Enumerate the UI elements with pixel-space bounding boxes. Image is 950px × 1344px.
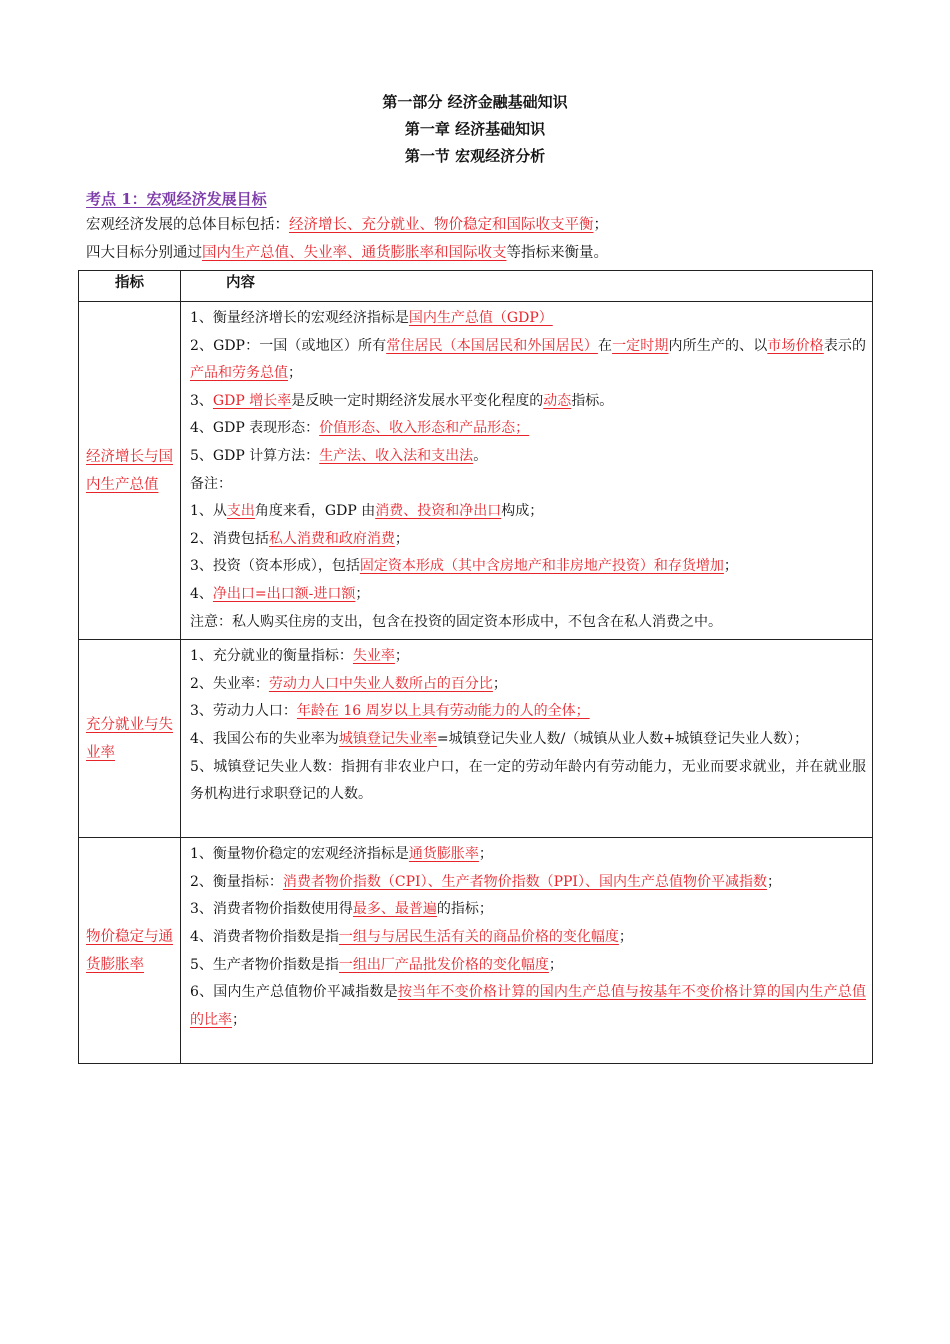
line-text: ；	[548, 956, 563, 973]
line-text: =城镇登记失业人数/（城镇从业人数+城镇登记失业人数）；	[436, 730, 809, 747]
key-term: 消费、投资和净出口	[375, 503, 502, 520]
line-text: 注意：私人购买住房的支出，包含在投资的固定资本形成中，不包含在私人消费之中。	[190, 613, 722, 630]
intro-1-highlight: 经济增长、充分就业、物价稳定和国际收支平衡	[289, 217, 594, 233]
content-line	[190, 841, 866, 869]
key-term: 一组出厂产品批发价格的变化幅度	[338, 956, 549, 973]
key-term: 固定资本形成（其中含房地产和非房地产投资）和存货增加	[359, 558, 724, 575]
key-term: 一定时期	[612, 337, 669, 354]
line-text: 5、城镇登记失业人数：指拥有非农业户口，在一定的劳动年龄内有劳动能力，无业而要求就业，并在就业服务机构进行求职登记的人数。	[190, 758, 866, 803]
key-term: 支出	[226, 503, 255, 520]
content-line	[190, 979, 866, 1034]
line-text: 5、GDP 计算方法：	[190, 447, 320, 464]
content-line	[190, 471, 866, 499]
header-indicator: 指标	[79, 271, 181, 302]
key-term: 净出口=出口额-进口额	[212, 585, 356, 602]
line-text: 2、失业率：	[190, 675, 269, 692]
content-cell	[181, 640, 873, 838]
content-line	[190, 896, 866, 924]
key-term: GDP 增长率	[212, 392, 292, 409]
content-line	[190, 698, 866, 726]
indicator-name: 充分就业与失业率	[86, 716, 173, 761]
line-text: 2、GDP：一国（或地区）所有	[190, 337, 387, 354]
line-text: ；	[355, 585, 370, 602]
content-line	[190, 924, 866, 952]
content-line	[190, 526, 866, 554]
indicator-table	[78, 270, 873, 1064]
line-text: 3、	[190, 392, 213, 409]
content-line	[190, 443, 866, 471]
line-text: 指标。	[571, 392, 614, 409]
line-text: 4、消费者物价指数是指	[190, 928, 339, 945]
line-text: 2、衡量指标：	[190, 873, 283, 890]
content-line	[190, 581, 866, 609]
intro-line-1	[86, 215, 608, 235]
key-term: 年龄在 16 周岁以上具有劳动能力的人的全体；	[296, 703, 590, 720]
line-text: 构成；	[501, 503, 544, 520]
table-row	[79, 640, 873, 838]
line-text: 6、国内生产总值物价平减指数是	[190, 984, 398, 1001]
content-cell	[181, 838, 873, 1064]
indicator-cell	[79, 838, 181, 1064]
line-text: ；	[232, 1011, 246, 1028]
line-text: 1、衡量经济增长的宏观经济指标是	[190, 310, 409, 326]
content-line	[190, 553, 866, 581]
intro-2-end: 等指标来衡量。	[506, 245, 608, 261]
key-term: 国内生产总值（GDP）	[408, 310, 553, 326]
key-term: 消费者物价指数（CPI）、生产者物价指数（PPI）、国内生产总值物价平减指数	[282, 873, 767, 890]
intro-1-end: ；	[593, 217, 608, 233]
key-term: 常住居民（本国居民和外国居民）	[386, 337, 598, 354]
content-line	[190, 869, 866, 897]
line-text: 4、GDP 表现形态：	[190, 420, 320, 437]
key-term: 生产法、收入法和支出法	[319, 447, 474, 464]
key-term: 通货膨胀率	[408, 846, 479, 863]
line-text: 是反映一定时期经济发展水平变化程度的	[291, 392, 544, 409]
line-text: 5、生产者物价指数是指	[190, 956, 339, 973]
content-cell	[181, 302, 873, 640]
key-term: 城镇登记失业率	[338, 730, 437, 747]
line-text: 2、消费包括	[190, 530, 269, 547]
line-text: 内所生产的、以	[668, 337, 768, 354]
line-text: 。	[473, 447, 488, 464]
key-term: 产品和劳务总值	[190, 365, 288, 382]
line-text: ；	[618, 928, 633, 945]
key-term: 市场价格	[767, 337, 824, 354]
key-term: 一组与与居民生活有关的商品价格的变化幅度	[338, 928, 619, 945]
line-text: 3、投资（资本形成），包括	[190, 558, 360, 575]
line-text: 角度来看，GDP 由	[254, 503, 376, 520]
key-term: 失业率	[352, 648, 395, 665]
part-title: 第一部分 经济金融基础知识	[382, 93, 568, 111]
table-header-row	[79, 271, 873, 302]
line-text: 备注：	[190, 475, 232, 492]
table-row	[79, 838, 873, 1064]
line-text: ；	[394, 530, 409, 547]
line-text: ；	[723, 558, 738, 575]
line-text: 的指标；	[436, 901, 493, 918]
exam-point-title: 考点 1：宏观经济发展目标	[86, 190, 267, 208]
key-term: 按当年不变价格计算的国内生产总值与按基年不变价格计算的国内生产总值的比率	[190, 984, 866, 1028]
indicator-name: 物价稳定与通货膨胀率	[86, 928, 173, 973]
line-text: 4、我国公布的失业率为	[190, 730, 339, 747]
line-text: ；	[288, 365, 302, 382]
line-text: ；	[478, 846, 493, 863]
line-text: 1、衡量物价稳定的宏观经济指标是	[190, 846, 409, 863]
table-row	[79, 302, 873, 640]
content-line	[190, 305, 866, 333]
key-term: 最多、最普遍	[352, 901, 437, 918]
content-line	[190, 754, 866, 809]
line-text: ；	[766, 873, 781, 890]
content-line	[190, 388, 866, 416]
line-text: 在	[597, 337, 613, 354]
line-text: 3、劳动力人口：	[190, 703, 297, 720]
content-line	[190, 333, 866, 388]
intro-2-text: 四大目标分别通过	[86, 245, 202, 261]
indicator-name: 经济增长与国内生产总值	[86, 448, 173, 493]
key-term: 动态	[543, 392, 572, 409]
indicator-cell	[79, 302, 181, 640]
section-title: 第一节 宏观经济分析	[404, 147, 546, 165]
line-text: 1、充分就业的衡量指标：	[190, 648, 353, 665]
content-line	[190, 609, 866, 637]
intro-1-text: 宏观经济发展的总体目标包括：	[86, 217, 289, 233]
line-text: 4、	[190, 585, 213, 602]
key-term: 劳动力人口中失业人数所占的百分比	[268, 675, 493, 692]
chapter-title: 第一章 经济基础知识	[404, 120, 546, 138]
line-text: ；	[394, 648, 409, 665]
title-block	[0, 92, 950, 173]
content-line	[190, 643, 866, 671]
line-text: ；	[492, 675, 507, 692]
content-line	[190, 498, 866, 526]
key-term: 价值形态、收入形态和产品形态；	[319, 420, 530, 437]
indicator-cell	[79, 640, 181, 838]
content-line	[190, 952, 866, 980]
header-content: 内容	[181, 271, 873, 302]
intro-2-highlight: 国内生产总值、失业率、通货膨胀率和国际收支	[202, 245, 507, 261]
key-term: 私人消费和政府消费	[268, 530, 395, 547]
content-line	[190, 726, 866, 754]
line-text: 1、从	[190, 503, 227, 520]
intro-line-2	[86, 243, 608, 263]
content-line	[190, 415, 866, 443]
line-text: 3、消费者物价指数使用得	[190, 901, 353, 918]
content-line	[190, 671, 866, 699]
line-text: 表示的	[823, 337, 867, 354]
